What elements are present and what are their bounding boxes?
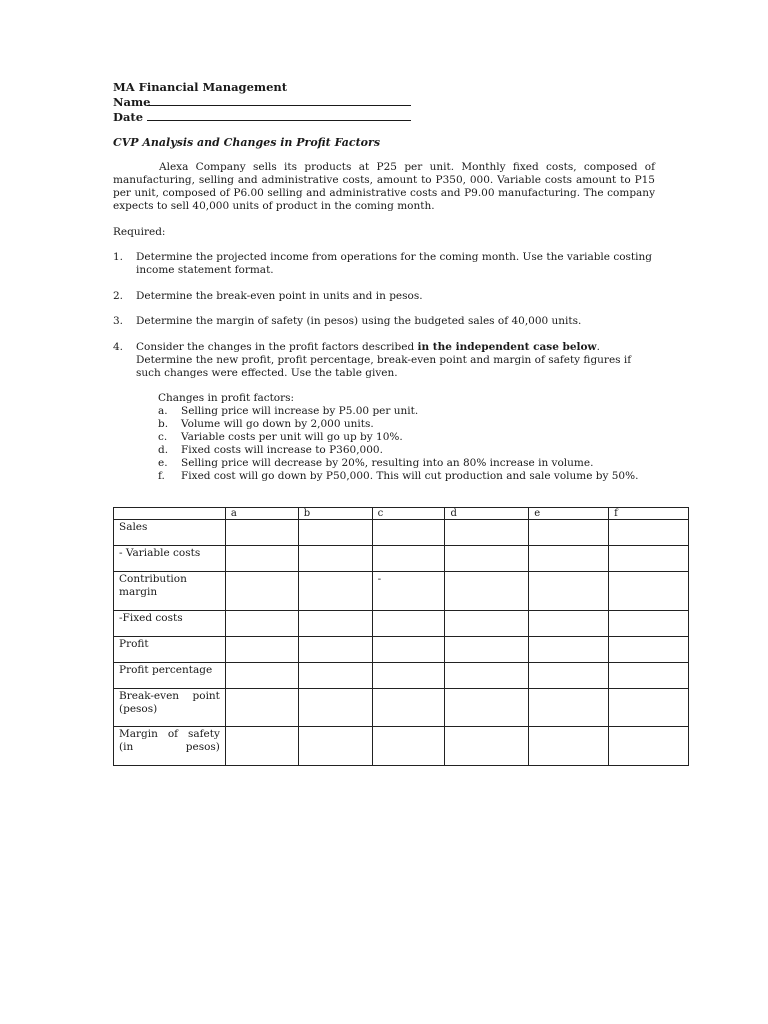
row-label: Profit percentage	[114, 663, 226, 689]
profit-factors-table	[113, 507, 689, 766]
intro-paragraph	[113, 161, 655, 213]
row-label: -Fixed costs	[114, 611, 226, 637]
item-number: 4.	[113, 341, 124, 353]
table-cell	[298, 572, 372, 611]
table-cell	[445, 689, 529, 727]
column-header: a	[225, 508, 298, 520]
table-cell	[445, 520, 529, 546]
change-letter: b.	[158, 418, 169, 430]
row-label-text: Margin of safety (in pesos)	[119, 728, 220, 753]
column-header: d	[445, 508, 529, 520]
intro-text: Alexa Company sells its products at P25 per unit. Monthly fixed costs, composed of manufacturing, selling and administrative costs, amount to P350, 000. Variable costs amount to P15 per unit, composed of P6.00 selling and administrative costs and P9.00 manufacturing. The company expects to sell 40,000 units of product in the coming month.	[113, 161, 655, 212]
changes-title: Changes in profit factors:	[158, 392, 295, 404]
table-cell	[298, 689, 372, 727]
table-row	[114, 689, 689, 727]
change-item	[158, 457, 594, 470]
name-field	[113, 95, 411, 109]
table-cell	[298, 546, 372, 572]
change-letter: c.	[158, 431, 168, 443]
table-cell	[529, 546, 609, 572]
item-text: Determine the projected income from operations for the coming month. Use the variable costing income statement format.	[136, 251, 652, 276]
item-text: Determine the margin of safety (in pesos) using the budgeted sales of 40,000 units.	[136, 315, 582, 327]
list-item	[113, 341, 658, 380]
table-cell	[298, 637, 372, 663]
table-cell	[445, 572, 529, 611]
table-cell	[225, 637, 298, 663]
table-cell	[609, 572, 689, 611]
table-cell	[529, 520, 609, 546]
column-header: e	[529, 508, 609, 520]
row-label: Profit	[114, 637, 226, 663]
name-blank-line	[147, 96, 411, 106]
item-text	[136, 341, 658, 380]
item-text-bold: in the independent case below	[417, 341, 597, 353]
table-cell	[225, 572, 298, 611]
list-item	[113, 251, 658, 277]
row-label: Contribution margin	[114, 572, 226, 611]
table-row	[114, 663, 689, 689]
item-number: 2.	[113, 290, 124, 302]
date-blank-line	[147, 111, 411, 121]
change-text: Fixed cost will go down by P50,000. This will cut production and sale volume by 50%.	[181, 470, 639, 482]
table-cell	[529, 637, 609, 663]
table-cell	[445, 611, 529, 637]
row-label: - Variable costs	[114, 546, 226, 572]
table-header-row	[114, 508, 689, 520]
change-text: Selling price will increase by P5.00 per unit.	[181, 405, 419, 417]
table-cell	[225, 663, 298, 689]
column-header: f	[609, 508, 689, 520]
required-label: Required:	[113, 226, 166, 238]
item-text-start: Consider the changes in the profit factors described	[136, 341, 418, 353]
table-cell: -	[372, 572, 445, 611]
table-cell	[372, 727, 445, 766]
item-number: 1.	[113, 251, 124, 263]
row-label-text: Break-even point (pesos)	[119, 690, 220, 715]
change-text: Volume will go down by 2,000 units.	[181, 418, 374, 430]
change-letter: f.	[158, 470, 165, 482]
item-text: Determine the break-even point in units and in pesos.	[136, 290, 423, 302]
column-header: b	[298, 508, 372, 520]
table-cell	[298, 611, 372, 637]
course-title: MA Financial Management	[113, 80, 288, 94]
table-cell	[609, 520, 689, 546]
table-cell	[298, 663, 372, 689]
table-row	[114, 611, 689, 637]
table-cell	[529, 663, 609, 689]
table-cell	[298, 520, 372, 546]
item-text-end: . Determine the new profit, profit percentage, break-even point and margin of safety figures if such changes were effected. Use the table given.	[136, 341, 632, 379]
table-cell	[609, 611, 689, 637]
table-cell	[372, 546, 445, 572]
table-cell	[445, 727, 529, 766]
change-text: Fixed costs will increase to P360,000.	[181, 444, 383, 456]
table-cell	[225, 727, 298, 766]
table-row	[114, 546, 689, 572]
change-letter: a.	[158, 405, 168, 417]
table-cell	[445, 546, 529, 572]
table-cell	[372, 663, 445, 689]
change-letter: d.	[158, 444, 169, 456]
table-row	[114, 520, 689, 546]
table-cell	[609, 727, 689, 766]
change-letter: e.	[158, 457, 168, 469]
table-cell	[445, 663, 529, 689]
change-item	[158, 470, 639, 483]
row-label	[114, 689, 226, 727]
table-cell	[529, 727, 609, 766]
header-corner-cell	[114, 508, 226, 520]
table-cell	[225, 689, 298, 727]
change-item	[158, 418, 374, 431]
table-cell	[372, 689, 445, 727]
change-item	[158, 431, 403, 444]
table-cell	[225, 520, 298, 546]
change-item	[158, 444, 383, 457]
list-item	[113, 315, 658, 328]
table-cell	[529, 689, 609, 727]
table-cell	[372, 520, 445, 546]
changes-list	[158, 392, 639, 483]
row-label	[114, 727, 226, 766]
table-cell	[225, 611, 298, 637]
item-number: 3.	[113, 315, 124, 327]
table-cell	[372, 611, 445, 637]
date-field	[113, 110, 411, 124]
table-cell	[609, 637, 689, 663]
name-label: Name	[113, 95, 151, 109]
table-row	[114, 727, 689, 766]
table-cell	[372, 637, 445, 663]
table-cell	[609, 663, 689, 689]
table-row	[114, 572, 689, 611]
change-item	[158, 405, 419, 418]
table-cell	[529, 572, 609, 611]
table-cell	[225, 546, 298, 572]
table-row	[114, 637, 689, 663]
table-cell	[609, 546, 689, 572]
list-item	[113, 290, 658, 303]
table-cell	[529, 611, 609, 637]
row-label: Sales	[114, 520, 226, 546]
date-label: Date	[113, 110, 144, 124]
table-cell	[445, 637, 529, 663]
table-cell	[298, 727, 372, 766]
change-text: Variable costs per unit will go up by 10%.	[181, 431, 403, 443]
change-text: Selling price will decrease by 20%, resulting into an 80% increase in volume.	[181, 457, 594, 469]
column-header: c	[372, 508, 445, 520]
table-cell	[609, 689, 689, 727]
section-title: CVP Analysis and Changes in Profit Factors	[113, 136, 381, 149]
